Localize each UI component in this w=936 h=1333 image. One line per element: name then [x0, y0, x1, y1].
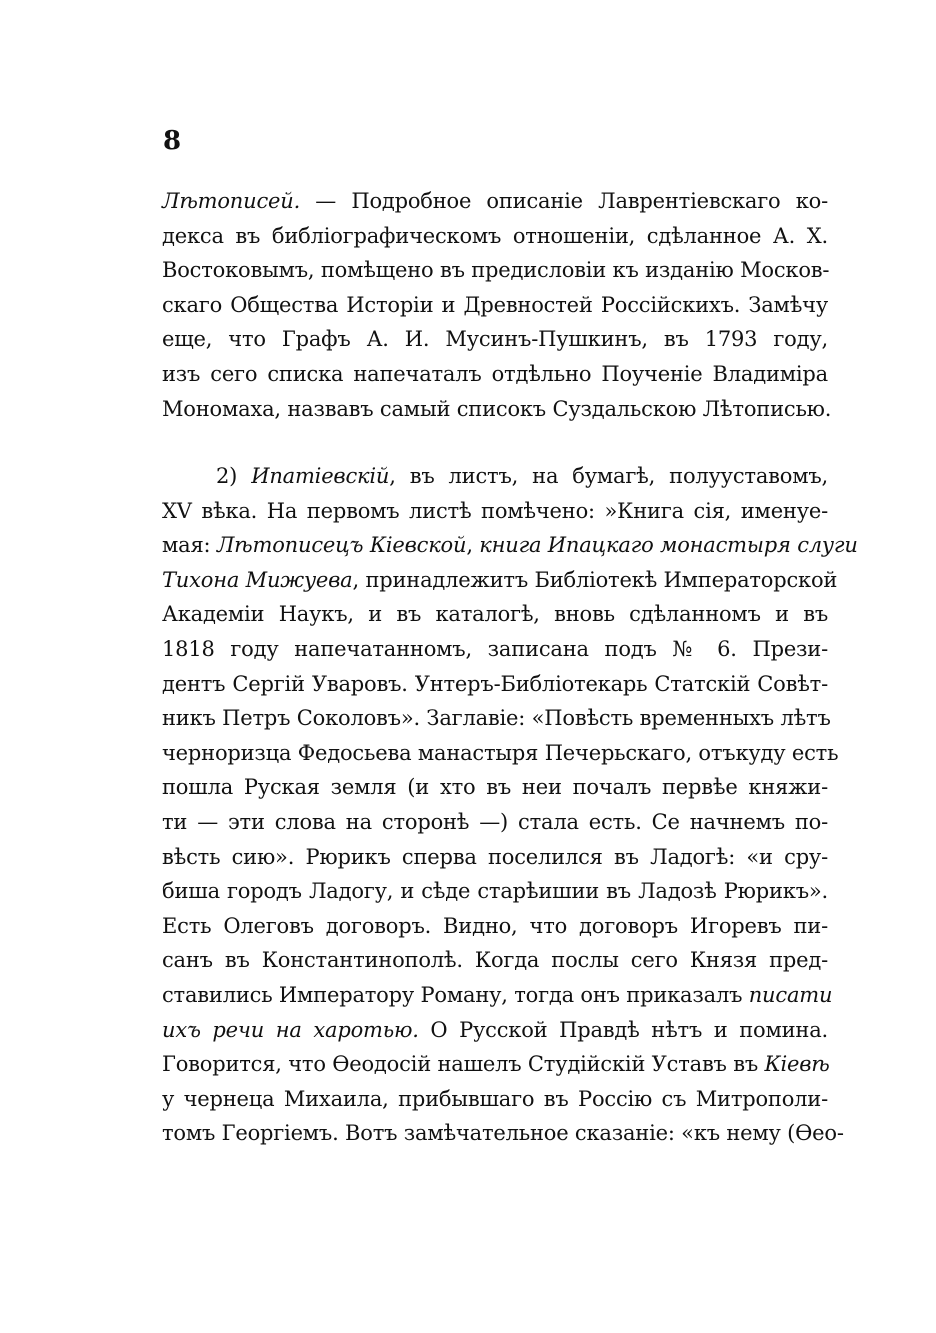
paragraph-2 — [162, 459, 858, 1151]
text-line: Востоковымъ, помѣщено въ предисловіи къ изданію Москов- — [162, 258, 830, 283]
text-line: XV вѣка. На первомъ листѣ помѣчено: »Книга сія, именуе- — [162, 498, 828, 523]
italic-term: Тихона Мижуева — [162, 567, 353, 592]
page-number: 8 — [163, 126, 182, 156]
text-line: вѣсть сию». Рюрикъ сперва поселился въ Ладогѣ: «и сру- — [162, 844, 828, 869]
text-line: дентъ Сергій Уваровъ. Унтеръ-Библіотекарь Статскій Совѣт- — [162, 671, 828, 696]
text-line: декса въ библіографическомъ отношеніи, сдѣланное А. Х. — [162, 223, 828, 248]
text-line — [162, 184, 828, 219]
list-number: 2) — [216, 464, 252, 488]
text-run: , — [466, 533, 480, 558]
text-line: скаго Общества Исторіи и Древностей Россійскихъ. Замѣчу — [162, 292, 828, 317]
text-line: томъ Георгіемъ. Вотъ замѣчательное сказаніе: «къ нему (Ѳео- — [162, 1121, 844, 1146]
text-line: еще, что Графъ А. И. Мусинъ-Пушкинъ, въ 1793 году, — [162, 327, 828, 352]
text-line: Есть Олеговъ договоръ. Видно, что договоръ Игоревъ пи- — [162, 913, 828, 938]
text-run: , въ листъ, на бумагѣ, полууставомъ, — [389, 464, 828, 488]
text-line: Академіи Наукъ, и въ каталогѣ, вновь сдѣланномъ и въ — [162, 602, 828, 627]
text-line — [162, 1047, 828, 1082]
text-line: Мономаха, назвавъ самый списокъ Суздальскою Лѣтописью. — [162, 396, 832, 421]
italic-term: писати — [748, 982, 833, 1007]
text-line — [162, 459, 828, 494]
text-line: никъ Петръ Соколовъ». Заглавіе: «Повѣсть временныхъ лѣтъ — [162, 706, 831, 731]
text-line: санъ въ Константинополѣ. Когда послы сего Князя пред- — [162, 948, 828, 973]
text-run: Говорится, что Ѳеодосій нашелъ Студійскій Уставъ въ — [162, 1052, 765, 1077]
text-line — [162, 563, 838, 598]
text-line: 1818 году напечатанномъ, записана подъ № 6. Прези- — [162, 636, 828, 661]
italic-term: ихъ речи на харотью. — [162, 1017, 419, 1042]
italic-term: Лѣтописецъ Кіевской — [216, 533, 467, 558]
paragraph-1 — [162, 184, 832, 426]
text-run: — Подробное описаніе Лаврентіевскаго ко- — [315, 189, 828, 213]
text-line — [162, 1013, 828, 1048]
text-line: у чернеца Михаила, прибывшаго въ Россію съ Митрополи- — [162, 1086, 828, 1111]
text-run: мая: — [162, 533, 217, 558]
text-line: пошла Руская земля (и хто въ неи почалъ первѣе княжи- — [162, 775, 828, 800]
text-run: ставились Императору Роману, тогда онъ приказалъ — [162, 982, 749, 1007]
text-line: ти — эти слова на сторонѣ —) стала есть. Се начнемъ по- — [162, 809, 828, 834]
text-run: О Русской Правдѣ нѣтъ и помина. — [418, 1017, 828, 1042]
italic-term: Кіевѣ — [764, 1052, 830, 1077]
text-line: черноризца Федосьева манастыря Печерьскаго, отъкуду есть — [162, 740, 839, 765]
italic-term: Лѣтописей. — [162, 189, 301, 213]
italic-term: Ипатіевскій — [251, 464, 390, 488]
text-line: биша городъ Ладогу, и сѣде старѣишии въ Ладозѣ Рюрикъ». — [162, 879, 828, 904]
text-line: изъ сего списка напечаталъ отдѣльно Поученіе Владиміра — [162, 361, 828, 386]
text-line — [162, 978, 833, 1013]
text-line — [162, 528, 858, 563]
text-run: , принадлежитъ Библіотекѣ Императорской — [352, 567, 838, 592]
italic-term: книга Ипацкаго монастыря слуги — [479, 533, 858, 558]
